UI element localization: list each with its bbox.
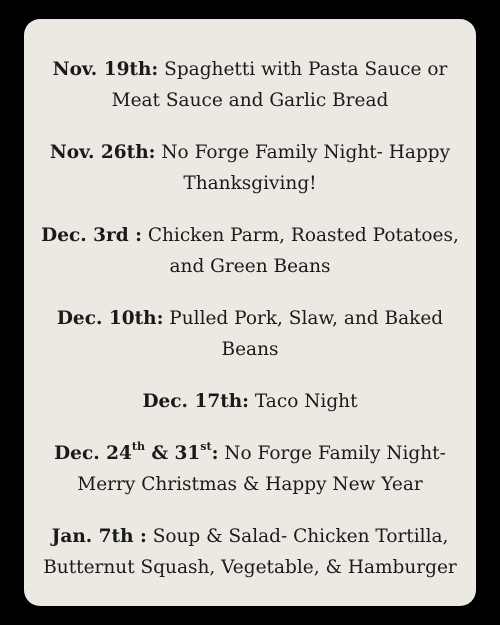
entry-date	[54, 439, 219, 464]
entry-date: Dec. 17th:	[142, 391, 250, 412]
menu-entry-nov-19	[30, 54, 470, 116]
entry-date-part: Dec. 24	[54, 443, 132, 464]
entry-date: Nov. 19th:	[52, 59, 159, 80]
menu-entry-dec-3	[30, 220, 470, 282]
entry-date-suffix: th	[131, 439, 145, 453]
menu-entry-jan-7	[30, 521, 470, 583]
entry-menu: No Forge Family Night- Merry Christmas & Happy New Year	[77, 443, 446, 495]
entry-date-suffix: st	[200, 439, 212, 453]
entry-menu: Pulled Pork, Slaw, and Baked Beans	[163, 308, 444, 360]
entry-date: Dec. 10th:	[56, 308, 164, 329]
menu-card	[24, 19, 476, 606]
menu-entry-dec-24-31	[30, 438, 470, 500]
entry-menu: Chicken Parm, Roasted Potatoes, and Green Beans	[141, 225, 459, 277]
menu-entry-dec-10	[30, 303, 470, 365]
entry-date: Nov. 26th:	[49, 142, 156, 163]
entry-date-part: :	[211, 443, 219, 464]
entry-date: Dec. 3rd :	[41, 225, 142, 246]
entry-menu: Spaghetti with Pasta Sauce or Meat Sauce and Garlic Bread	[111, 59, 448, 111]
entry-date-part: & 31	[144, 443, 201, 464]
entry-menu: Soup & Salad- Chicken Tortilla, Butternut Squash, Vegetable, & Hamburger	[43, 526, 457, 578]
menu-entry-nov-26	[30, 137, 470, 199]
entry-menu: No Forge Family Night- Happy Thanksgiving!	[155, 142, 451, 194]
entry-menu: Taco Night	[249, 391, 358, 412]
menu-entry-dec-17	[30, 386, 470, 417]
entry-date: Jan. 7th :	[51, 526, 147, 547]
